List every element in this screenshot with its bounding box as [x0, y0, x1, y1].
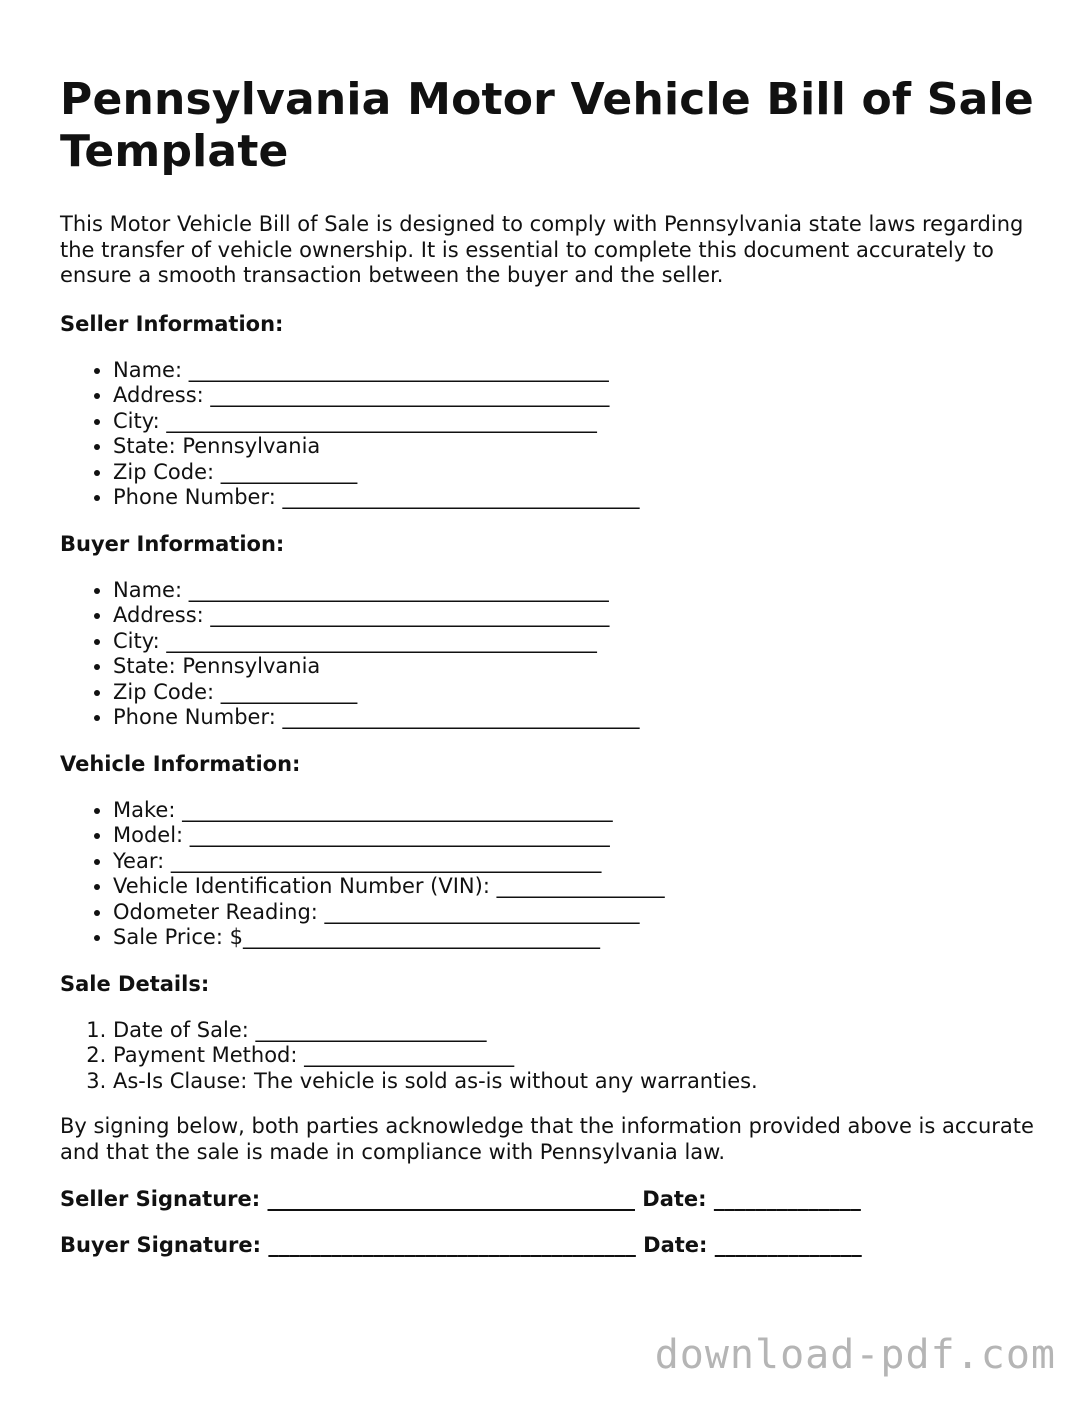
seller-phone-field: • Phone Number: __________________________________ [113, 485, 1050, 511]
buyer-zip-field: • Zip Code: _____________ [113, 680, 1050, 706]
vehicle-list [60, 798, 1050, 951]
sale-as-is-clause: 3. As-Is Clause: The vehicle is sold as-is without any warranties. [113, 1069, 1050, 1095]
vehicle-heading: Vehicle Information: [60, 751, 301, 776]
seller-zip-field: • Zip Code: _____________ [113, 460, 1050, 486]
buyer-phone-field: • Phone Number: __________________________________ [113, 705, 1050, 731]
seller-name-field: • Name: ________________________________________ [113, 358, 1050, 384]
closing-paragraph: By signing below, both parties acknowledge that the information provided above is accurate and that the sale is made in compliance with Pennsylvania law. [60, 1114, 1034, 1164]
seller-address-field: • Address: ______________________________________ [113, 383, 1050, 409]
sale-list [60, 1018, 1050, 1095]
seller-state-field: • State: Pennsylvania [113, 434, 1050, 460]
buyer-name-field: • Name: ________________________________________ [113, 578, 1050, 604]
seller-signature-line: Seller Signature: ___________________________________ Date: ______________ [60, 1187, 861, 1211]
buyer-state-field: • State: Pennsylvania [113, 654, 1050, 680]
seller-city-field: • City: _________________________________________ [113, 409, 1050, 435]
buyer-heading: Buyer Information: [60, 531, 285, 556]
seller-list [60, 358, 1050, 511]
buyer-signature-line: Buyer Signature: ___________________________________ Date: ______________ [60, 1233, 862, 1257]
vehicle-price-field: • Sale Price: $__________________________________ [113, 925, 1050, 951]
watermark: download-pdf.com [654, 1332, 1056, 1378]
vehicle-year-field: • Year: _________________________________________ [113, 849, 1050, 875]
buyer-address-field: • Address: ______________________________________ [113, 603, 1050, 629]
buyer-city-field: • City: _________________________________________ [113, 629, 1050, 655]
buyer-list [60, 578, 1050, 731]
vehicle-vin-field: • Vehicle Identification Number (VIN): ________________ [113, 874, 1050, 900]
sale-payment-field: 2. Payment Method: ____________________ [113, 1043, 1050, 1069]
intro-paragraph: This Motor Vehicle Bill of Sale is designed to comply with Pennsylvania state laws regarding the transfer of vehicle ownership. It is essential to complete this document accurately to ensure a smooth transaction between the buyer and the seller. [60, 212, 1024, 287]
sale-date-field: 1. Date of Sale: ______________________ [113, 1018, 1050, 1044]
vehicle-make-field: • Make: _________________________________________ [113, 798, 1050, 824]
page-title: Pennsylvania Motor Vehicle Bill of Sale Template [60, 74, 1034, 177]
vehicle-model-field: • Model: ________________________________________ [113, 823, 1050, 849]
sale-heading: Sale Details: [60, 971, 210, 996]
document-page [60, 74, 1050, 1278]
seller-heading: Seller Information: [60, 311, 284, 336]
vehicle-odometer-field: • Odometer Reading: ______________________________ [113, 900, 1050, 926]
